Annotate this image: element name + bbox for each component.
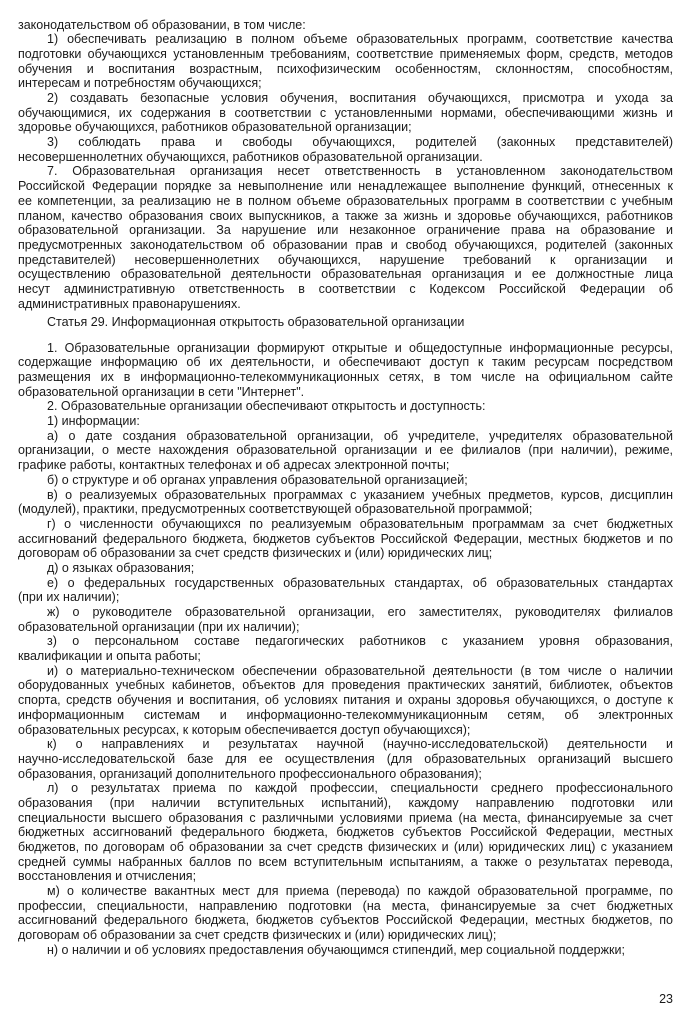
text-line: м) о количестве вакантных мест для приема (перевода) по каждой образовательной программе, по — [47, 884, 673, 899]
text-line: 1) обеспечивать реализацию в полном объеме образовательных программ, соответствие качества — [47, 32, 673, 47]
text-line: договорам об образовании за счет средств физических и (или) юридических лиц); — [18, 928, 497, 943]
text-line: спорта, средств обучения и воспитания, об условиях питания и охраны здоровья обучающихся, о доступе к — [18, 693, 673, 708]
paragraph — [18, 576, 673, 605]
text-line: оборудованных учебных кабинетов, объектов для проведения практических занятий, библиотек, объектов — [18, 678, 673, 693]
text-line: профессии, специальности, направлению подготовки (на места, финансируемые за счет бюджетных — [18, 898, 673, 913]
paragraph — [18, 135, 673, 164]
text-line: научно-исследовательской базе для ее осуществления (для образовательных организаций высшего — [18, 751, 673, 766]
text-line: несут административную ответственность в соответствии с Кодексом Российской Федерации об — [18, 281, 673, 296]
text-line: графике работы, контактных телефонах и об адресах электронной почты; — [18, 458, 450, 473]
paragraph — [18, 164, 673, 311]
text-line: образовательной организации. За нарушение или незаконное ограничение права на образование и — [18, 223, 673, 238]
text-line: интересам и потребностям обучающихся; — [18, 76, 262, 91]
text-line: ассигнований федерального бюджета, бюджетов субъектов Российской Федерации, местных бюджетов, по — [18, 913, 673, 928]
text-line: восстановления и отчисления; — [18, 869, 197, 884]
text-line: образования (при наличии вступительных испытаний), каждому направлению подготовки или — [18, 795, 673, 810]
text-line: планом, качество образования своих выпускников, а также за жизнь и здоровье обучающихся, работников — [18, 208, 673, 223]
text-line: ассигнований федерального бюджета, бюджетов субъектов Российской Федерации, местных бюджетов и по — [18, 531, 673, 546]
text-line: к) о направлениях и результатах научной (научно-исследовательской) деятельности и — [47, 737, 673, 752]
text-line: Российской Федерации порядке за невыполнение или ненадлежащее выполнение функций, отнесенных к — [18, 179, 673, 194]
text-line: договорам об образовании за счет средств физических и (или) юридических лиц; — [18, 546, 493, 561]
paragraph — [18, 605, 673, 634]
text-line: е) о федеральных государственных образовательных стандартах, об образовательных стандартах — [47, 575, 673, 590]
text-line: обучающимися, их содержания в соответствии с установленными нормами, обеспечивающими жизнь и — [18, 105, 673, 120]
text-line: образования, организаций дополнительного профессионального образования); — [18, 766, 482, 781]
text-line: бюджетов, по договорам об образовании за счет средств физических и (или) юридических лиц) с указанием — [18, 840, 673, 854]
text-line: административных правонарушениях. — [18, 296, 241, 311]
text-line: образовательной организации в сети "Интернет". — [18, 384, 305, 399]
paragraph — [18, 414, 673, 429]
text-line: (при их наличии); — [18, 590, 120, 605]
paragraph — [18, 429, 673, 473]
paragraph — [18, 561, 673, 576]
text-line: 7. Образовательная организация несет ответственность в установленном законодательством — [47, 164, 673, 179]
text-line: организации, о месте нахождения образовательной организации и ее филиалов (при наличии), режиме, — [18, 443, 673, 458]
paragraph — [18, 664, 673, 737]
text-line: размещения их в информационно-телекоммуникационных сетях, в том числе на официальном сайте — [18, 370, 673, 384]
text-line: г) о численности обучающихся по реализуемым образовательным программам за счет бюджетных — [47, 516, 673, 531]
text-line: представителей) несовершеннолетних обучающихся, нарушение требований к организации и — [18, 252, 673, 267]
article-heading — [18, 315, 673, 330]
text-line: специальности высшего образования с различными условиями приема (на места, финансируемые за счет — [18, 810, 673, 825]
text-line: подготовки обучающихся установленным требованиям, соответствие применяемых форм, средств, методов — [18, 46, 673, 61]
paragraph — [18, 943, 673, 958]
text-line: 2) создавать безопасные условия обучения, воспитания обучающихся, присмотра и ухода за — [47, 91, 673, 106]
text-line: и) о материально-техническом обеспечении образовательной деятельности (в том числе о наличии — [47, 663, 673, 678]
page-number: 23 — [659, 992, 673, 1006]
text-line: 2. Образовательные организации обеспечивают открытость и доступность: — [47, 399, 486, 414]
text-line: законодательством об образовании, в том числе: — [18, 17, 306, 32]
paragraph — [18, 884, 673, 943]
paragraph — [18, 488, 673, 517]
text-line: образовательных ресурсах, к которым обеспечивается доступ обучающихся); — [18, 722, 471, 737]
paragraph — [18, 399, 673, 414]
text-line: ж) о руководителе образовательной организации, его заместителях, руководителях филиалов — [47, 605, 673, 619]
text-line: а) о дате создания образовательной организации, об учредителе, учредителях образовательной — [47, 428, 673, 443]
text-line: в) о реализуемых образовательных программах с указанием учебных предметов, курсов, дисциплин — [47, 487, 673, 502]
paragraph — [18, 18, 673, 33]
text-line: л) о результатах приема по каждой профессии, специальности среднего профессионального — [47, 781, 673, 796]
document-body — [18, 18, 673, 958]
text-line: несовершеннолетних обучающихся, работников образовательной организации. — [18, 149, 483, 164]
text-line: д) о языках образования; — [47, 560, 195, 575]
text-line: ее компетенции, за реализацию не в полном объеме образовательных программ в соответствии с учебным — [18, 193, 673, 208]
text-line: предусмотренных законодательством об образовании прав и свобод обучающихся, родителей (законных — [18, 237, 673, 252]
text-line: 3) соблюдать права и свободы обучающихся, родителей (законных представителей) — [47, 135, 673, 150]
text-line: (модулей), практики, предусмотренных соответствующей образовательной программой; — [18, 502, 533, 517]
paragraph — [18, 91, 673, 135]
paragraph — [18, 32, 673, 91]
text-line: содержащие информацию об их деятельности, и обеспечивают доступ к таким ресурсам посредством — [18, 355, 673, 370]
paragraph — [18, 341, 673, 400]
text-line: квалификации и опыта работы; — [18, 649, 201, 664]
text-line: осуществлению образовательной деятельности образовательная организация и ее должностные лица — [18, 267, 673, 282]
text-line: н) о наличии и об условиях предоставления обучающимся стипендий, мер социальной поддержки; — [47, 942, 625, 957]
paragraph — [18, 737, 673, 781]
text-line: 1. Образовательные организации формируют открытые и общедоступные информационные ресурсы, — [47, 340, 673, 355]
paragraph — [18, 473, 673, 488]
text-line: средней суммы набранных баллов по всем вступительным испытаниям, а также о результатах перевода, — [18, 854, 673, 869]
text-line: информационным системам и информационно-телекоммуникационным сетям, об электронных — [18, 707, 673, 722]
text-line: бюджетных ассигнований федерального бюджета, бюджетов субъектов Российской Федерации, местных — [18, 825, 673, 840]
text-line: обучения и воспитания возрастным, психофизическим особенностям, склонностям, способностям, — [18, 61, 673, 76]
text-line: здоровье обучающихся, работников образовательной организации; — [18, 120, 412, 135]
text-line: б) о структуре и об органах управления образовательной организацией; — [47, 472, 468, 487]
paragraph — [18, 781, 673, 884]
text-line: 1) информации: — [47, 414, 140, 429]
paragraph — [18, 517, 673, 561]
paragraph — [18, 634, 673, 663]
text-line: з) о персональном составе педагогических работников с указанием уровня образования, — [47, 634, 673, 649]
text-line: Статья 29. Информационная открытость образовательной организации — [47, 314, 465, 329]
text-line: образовательной организации (при их наличии); — [18, 619, 300, 634]
